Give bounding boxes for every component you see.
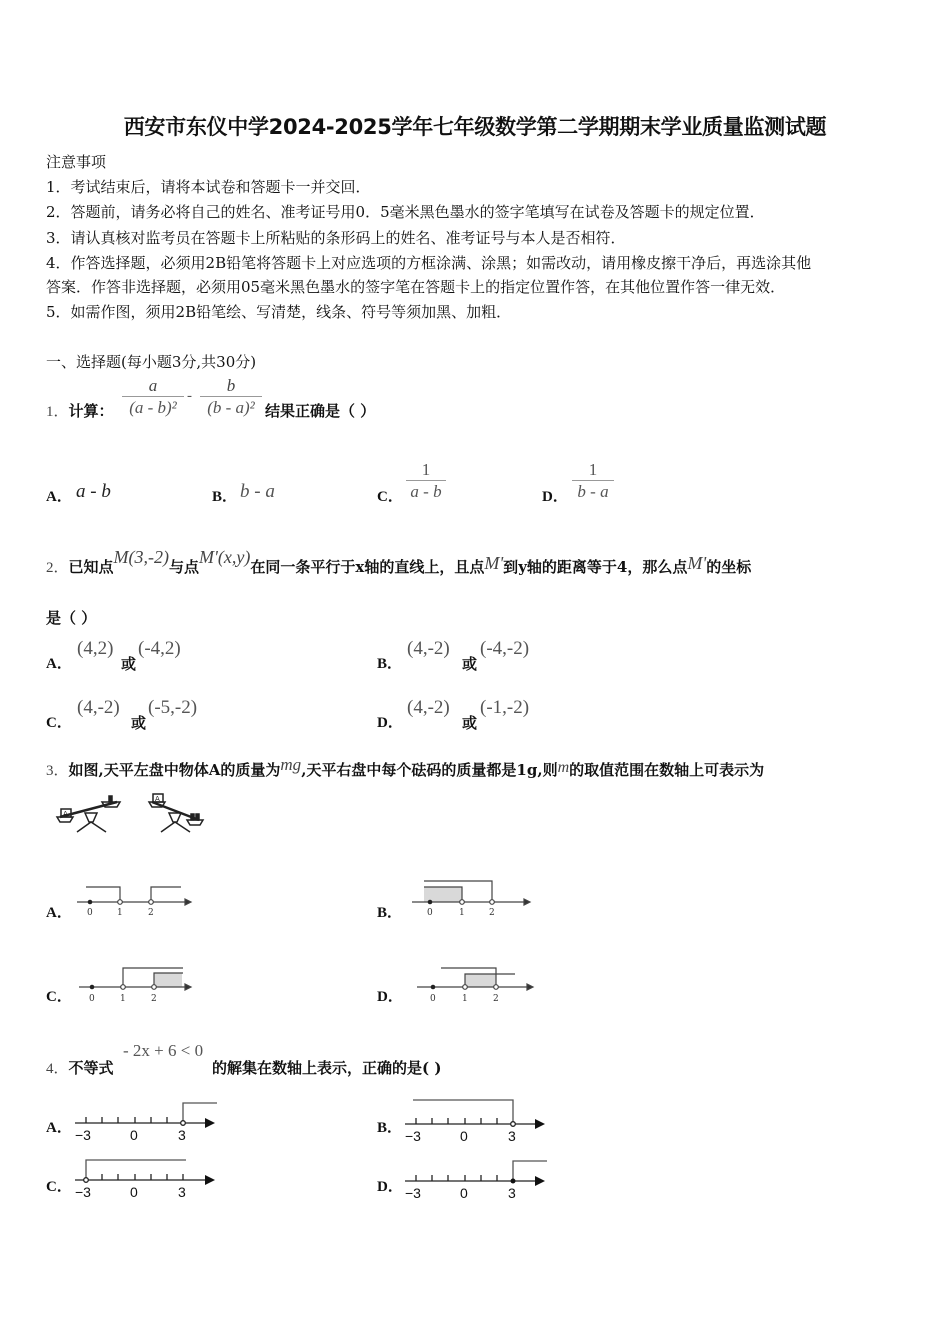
question-2-line2: 是（ ） bbox=[46, 609, 97, 627]
notice-item: 2．答题前，请务必将自己的姓名、准考证号用0．5毫米黑色墨水的签字笔填写在试卷及答题卡的规定位置． bbox=[46, 203, 765, 221]
question-4: 4．不等式 bbox=[46, 1059, 114, 1077]
svg-text:0: 0 bbox=[430, 994, 436, 1004]
minus-sign: - bbox=[187, 388, 192, 404]
object-a-label: A bbox=[63, 810, 68, 818]
option-d-label[interactable]: D． bbox=[542, 489, 568, 505]
option-c-label[interactable]: C． bbox=[46, 989, 72, 1005]
svg-text:0: 0 bbox=[130, 1127, 138, 1143]
svg-text:2: 2 bbox=[493, 994, 499, 1004]
option-a-text: a - b bbox=[76, 481, 111, 502]
option-a-point2: (-4,2) bbox=[138, 638, 181, 659]
option-b-point2: (-4,-2) bbox=[480, 638, 530, 659]
object-a-label: A bbox=[155, 795, 160, 803]
notice-heading: 注意事项 bbox=[46, 153, 107, 171]
option-b-label[interactable]: B． bbox=[377, 905, 403, 921]
svg-text:−3: −3 bbox=[405, 1185, 421, 1201]
option-a-label[interactable]: A． bbox=[46, 1120, 72, 1136]
svg-text:0: 0 bbox=[87, 908, 93, 918]
svg-text:3: 3 bbox=[178, 1127, 186, 1143]
svg-text:−3: −3 bbox=[405, 1128, 421, 1144]
svg-text:−3: −3 bbox=[75, 1127, 91, 1143]
svg-text:0: 0 bbox=[89, 994, 95, 1004]
number-line-option-b bbox=[410, 875, 540, 920]
option-a-point1: (4,2) bbox=[77, 638, 114, 659]
fraction-2: b (b - a)² bbox=[200, 376, 262, 419]
notice-item: 4．作答选择题，必须用2B铅笔将答题卡上对应选项的方框涂满、涂黑；如需改动，请用橡皮擦干净后，再选涂其他 bbox=[46, 254, 812, 272]
option-b-label[interactable]: B． bbox=[212, 489, 238, 505]
fraction-1: a (a - b)² bbox=[122, 376, 184, 419]
or-word: 或 bbox=[131, 714, 147, 732]
question-suffix: 结果正确是（ ） bbox=[265, 402, 376, 420]
number-line-option-b bbox=[405, 1097, 555, 1144]
option-a-label[interactable]: A． bbox=[46, 905, 72, 921]
number-line-option-c bbox=[77, 962, 197, 1007]
option-b-label[interactable]: B． bbox=[377, 1120, 403, 1136]
option-c-point2: (-5,-2) bbox=[148, 697, 198, 718]
number-line-option-a bbox=[75, 880, 195, 920]
notice-item: 1．考试结束后，请将本试卷和答题卡一并交回． bbox=[46, 178, 371, 196]
question-1 bbox=[46, 400, 114, 421]
svg-text:1: 1 bbox=[117, 908, 123, 918]
option-d-label[interactable]: D． bbox=[377, 1179, 403, 1195]
question-4-suffix: 的解集在数轴上表示，正确的是( ) bbox=[212, 1059, 442, 1077]
option-c-label[interactable]: C． bbox=[46, 715, 72, 731]
notice-item: 答案．作答非选择题，必须用05毫米黑色墨水的签字笔在答题卡上的指定位置作答，在其他位置作答一律无效． bbox=[46, 278, 786, 296]
section-heading: 一、选择题(每小题3分,共30分) bbox=[46, 353, 257, 371]
svg-text:2: 2 bbox=[489, 908, 495, 918]
svg-text:3: 3 bbox=[508, 1185, 516, 1201]
svg-text:1: 1 bbox=[462, 994, 468, 1004]
svg-text:3: 3 bbox=[178, 1184, 186, 1200]
question-prefix: 计算： bbox=[68, 402, 114, 420]
question-2: 2．已知点M(3,-2)与点M'(x,y)在同一条平行于x轴的直线上，且点M'到y轴的距离等于4，那么点M'的坐标 bbox=[46, 547, 752, 576]
svg-text:1: 1 bbox=[459, 908, 465, 918]
svg-text:0: 0 bbox=[427, 908, 433, 918]
option-b-label[interactable]: B． bbox=[377, 656, 403, 672]
svg-text:2: 2 bbox=[148, 908, 154, 918]
inequality: - 2x + 6 < 0 bbox=[123, 1041, 204, 1060]
option-d-point1: (4,-2) bbox=[407, 697, 450, 718]
option-c-point1: (4,-2) bbox=[77, 697, 120, 718]
option-d-point2: (-1,-2) bbox=[480, 697, 530, 718]
option-c-label[interactable]: C． bbox=[377, 489, 403, 505]
svg-text:3: 3 bbox=[508, 1128, 516, 1144]
option-a-label[interactable]: A． bbox=[46, 656, 72, 672]
svg-text:1: 1 bbox=[120, 994, 126, 1004]
number-line-option-a bbox=[75, 1100, 225, 1145]
notice-item: 5．如需作图，须用2B铅笔绘、写清楚，线条、符号等须加黑、加粗． bbox=[46, 303, 512, 321]
svg-text:0: 0 bbox=[460, 1128, 468, 1144]
svg-text:0: 0 bbox=[460, 1185, 468, 1201]
svg-text:2: 2 bbox=[151, 994, 157, 1004]
or-word: 或 bbox=[462, 714, 478, 732]
notice-item: 3．请认真核对监考员在答题卡上所粘贴的条形码上的姓名、准考证号与本人是否相符． bbox=[46, 229, 626, 247]
balance-scale-figures bbox=[55, 790, 215, 840]
option-c-label[interactable]: C． bbox=[46, 1179, 72, 1195]
number-line-option-d bbox=[405, 1157, 555, 1204]
number-line-option-c bbox=[75, 1157, 225, 1204]
page-title: 西安市东仪中学2024-2025学年七年级数学第二学期期末学业质量监测试题 bbox=[123, 115, 827, 139]
option-d-fraction: 1 b - a bbox=[572, 460, 614, 503]
option-a-label[interactable]: A． bbox=[46, 489, 72, 505]
question-3: 3．如图,天平左盘中物体A的质量为mg,天平右盘中每个砝码的质量都是1g,则m的取值范围在数轴上可表示为 bbox=[46, 755, 765, 779]
option-b-point1: (4,-2) bbox=[407, 638, 450, 659]
number-line-option-d bbox=[415, 962, 545, 1007]
svg-text:0: 0 bbox=[130, 1184, 138, 1200]
option-b-text: b - a bbox=[240, 481, 275, 502]
option-d-label[interactable]: D． bbox=[377, 715, 403, 731]
question-number: 1． bbox=[46, 404, 69, 420]
or-word: 或 bbox=[462, 655, 478, 673]
option-d-label[interactable]: D． bbox=[377, 989, 403, 1005]
svg-text:−3: −3 bbox=[75, 1184, 91, 1200]
option-c-fraction: 1 a - b bbox=[406, 460, 446, 503]
or-word: 或 bbox=[121, 655, 137, 673]
